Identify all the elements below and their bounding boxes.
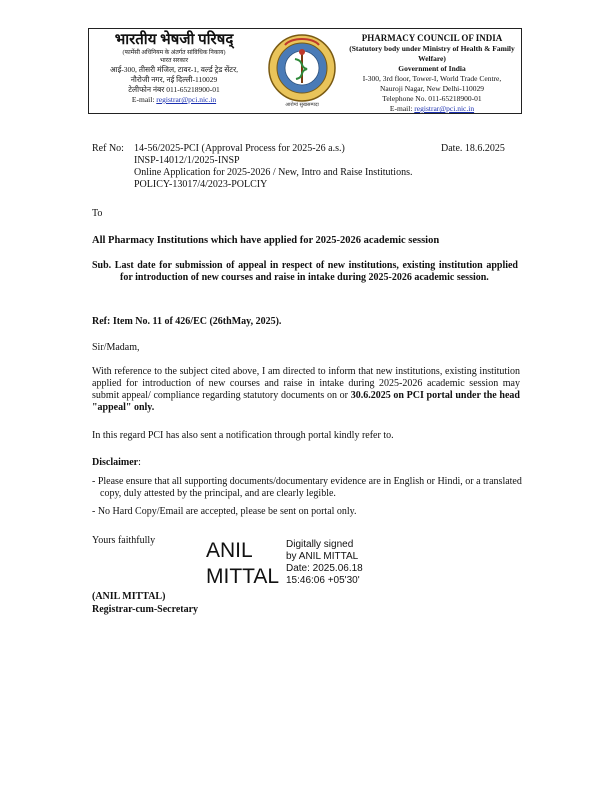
emblem-motto: आरोग्यं सुखसम्पदा	[285, 102, 319, 108]
email-label-right: E-mail:	[389, 104, 415, 113]
disclaimer-colon: :	[138, 457, 141, 468]
subject	[92, 260, 518, 284]
body-paragraph-1	[92, 366, 520, 414]
ref-line: INSP-14012/1/2025-INSP	[134, 155, 240, 166]
addressee: All Pharmacy Institutions which have applied for 2025-2026 academic session	[92, 235, 440, 246]
deadline-text: 30.6.2025 on PCI portal under the head "appeal" only.	[92, 390, 520, 413]
reference-item: Ref: Item No. 11 of 426/EC (26thMay, 2025).	[92, 316, 282, 327]
signature-detail: 15:46:06 +05'30'	[286, 575, 360, 586]
body-paragraph-2: In this regard PCI has also sent a notification through portal kindly refer to.	[92, 430, 394, 441]
digital-signature-name	[206, 538, 279, 590]
signer-name: (ANIL MITTAL)	[92, 591, 166, 602]
disclaimer-list	[92, 476, 522, 524]
body-paragraph-1-text: With reference to the subject cited above, I am directed to inform that new institutions, existing institution applied for introduction of new courses and raise in intake during 2025-2026 academic session may submit appeal/ compliance regarding statutory documents on or	[92, 366, 520, 401]
signer-designation: Registrar-cum-Secretary	[92, 604, 199, 615]
closing: Yours faithfully	[92, 535, 156, 546]
hindi-subtitle: (फार्मेसी अधिनियम के अंतर्गत सांविधिक निकाय)	[122, 50, 226, 56]
hindi-phone: टेलीफोन नंबर 011-65218900-01	[128, 85, 220, 94]
council-govt: Government of India	[398, 64, 466, 73]
signer-block	[92, 590, 198, 616]
council-address-2: Nauroji Nagar, New Delhi-110029	[380, 84, 484, 93]
salutation: Sir/Madam,	[92, 342, 140, 353]
letterhead-english	[345, 32, 519, 114]
council-subtitle: (Statutory body under Ministry of Health & Family Welfare)	[349, 44, 515, 63]
disclaimer-item: - Please ensure that all supporting documents/documentary evidence are in English or Hindi, or a translated copy, duly attested by the principal, and are clearly legible.	[92, 476, 522, 499]
council-phone: Telephone No. 011-65218900-01	[382, 94, 482, 103]
letterhead-hindi	[89, 31, 259, 105]
hindi-govt: भारत सरकार	[159, 58, 189, 64]
hindi-address-1: आई-300, तीसरी मंजिल, टावर-1, वर्ल्ड ट्रेड सेंटर,	[109, 65, 239, 74]
to-label: To	[92, 208, 103, 219]
email-label: E-mail:	[131, 95, 157, 104]
hindi-email-line	[89, 95, 259, 105]
emblem-icon	[261, 31, 343, 109]
signature-detail: Date: 2025.06.18	[286, 563, 363, 574]
signature-name-line-2: MITTAL	[206, 565, 280, 588]
ref-line: POLICY-13017/4/2023-POLCIY	[134, 179, 268, 190]
council-name: PHARMACY COUNCIL OF INDIA	[361, 33, 503, 43]
subject-text: Sub. Last date for submission of appeal in respect of new institutions, existing institution applied for introduction of new courses and raise in intake during 2025-2026 academic session.	[92, 260, 518, 283]
email-link-right[interactable]: registrar@pci.nic.in	[414, 104, 475, 113]
disclaimer-heading	[92, 457, 141, 469]
ref-label: Ref No:	[92, 143, 124, 154]
digital-signature-details	[286, 539, 363, 587]
hindi-council-name: भारतीय भेषजी परिषद्	[114, 32, 234, 48]
letterhead	[88, 28, 522, 114]
letter-date: Date. 18.6.2025	[441, 143, 505, 154]
hindi-address-2: नौरोजी नगर, नई दिल्ली-110029	[130, 75, 218, 84]
email-link-left[interactable]: registrar@pci.nic.in	[156, 95, 217, 104]
disclaimer-heading-text: Disclaimer	[92, 457, 139, 468]
signature-detail: by ANIL MITTAL	[286, 551, 359, 562]
council-email-line	[345, 104, 519, 114]
signature-detail: Digitally signed	[286, 539, 354, 550]
council-address-1: I-300, 3rd floor, Tower-I, World Trade Centre,	[362, 74, 502, 83]
council-emblem	[261, 31, 343, 109]
disclaimer-item: - No Hard Copy/Email are accepted, please be sent on portal only.	[92, 506, 357, 517]
ref-line: Online Application for 2025-2026 / New, Intro and Raise Institutions.	[134, 167, 413, 178]
ref-line: 14-56/2025-PCI (Approval Process for 2025-26 a.s.)	[134, 143, 345, 154]
signature-name-line-1: ANIL	[206, 539, 253, 562]
